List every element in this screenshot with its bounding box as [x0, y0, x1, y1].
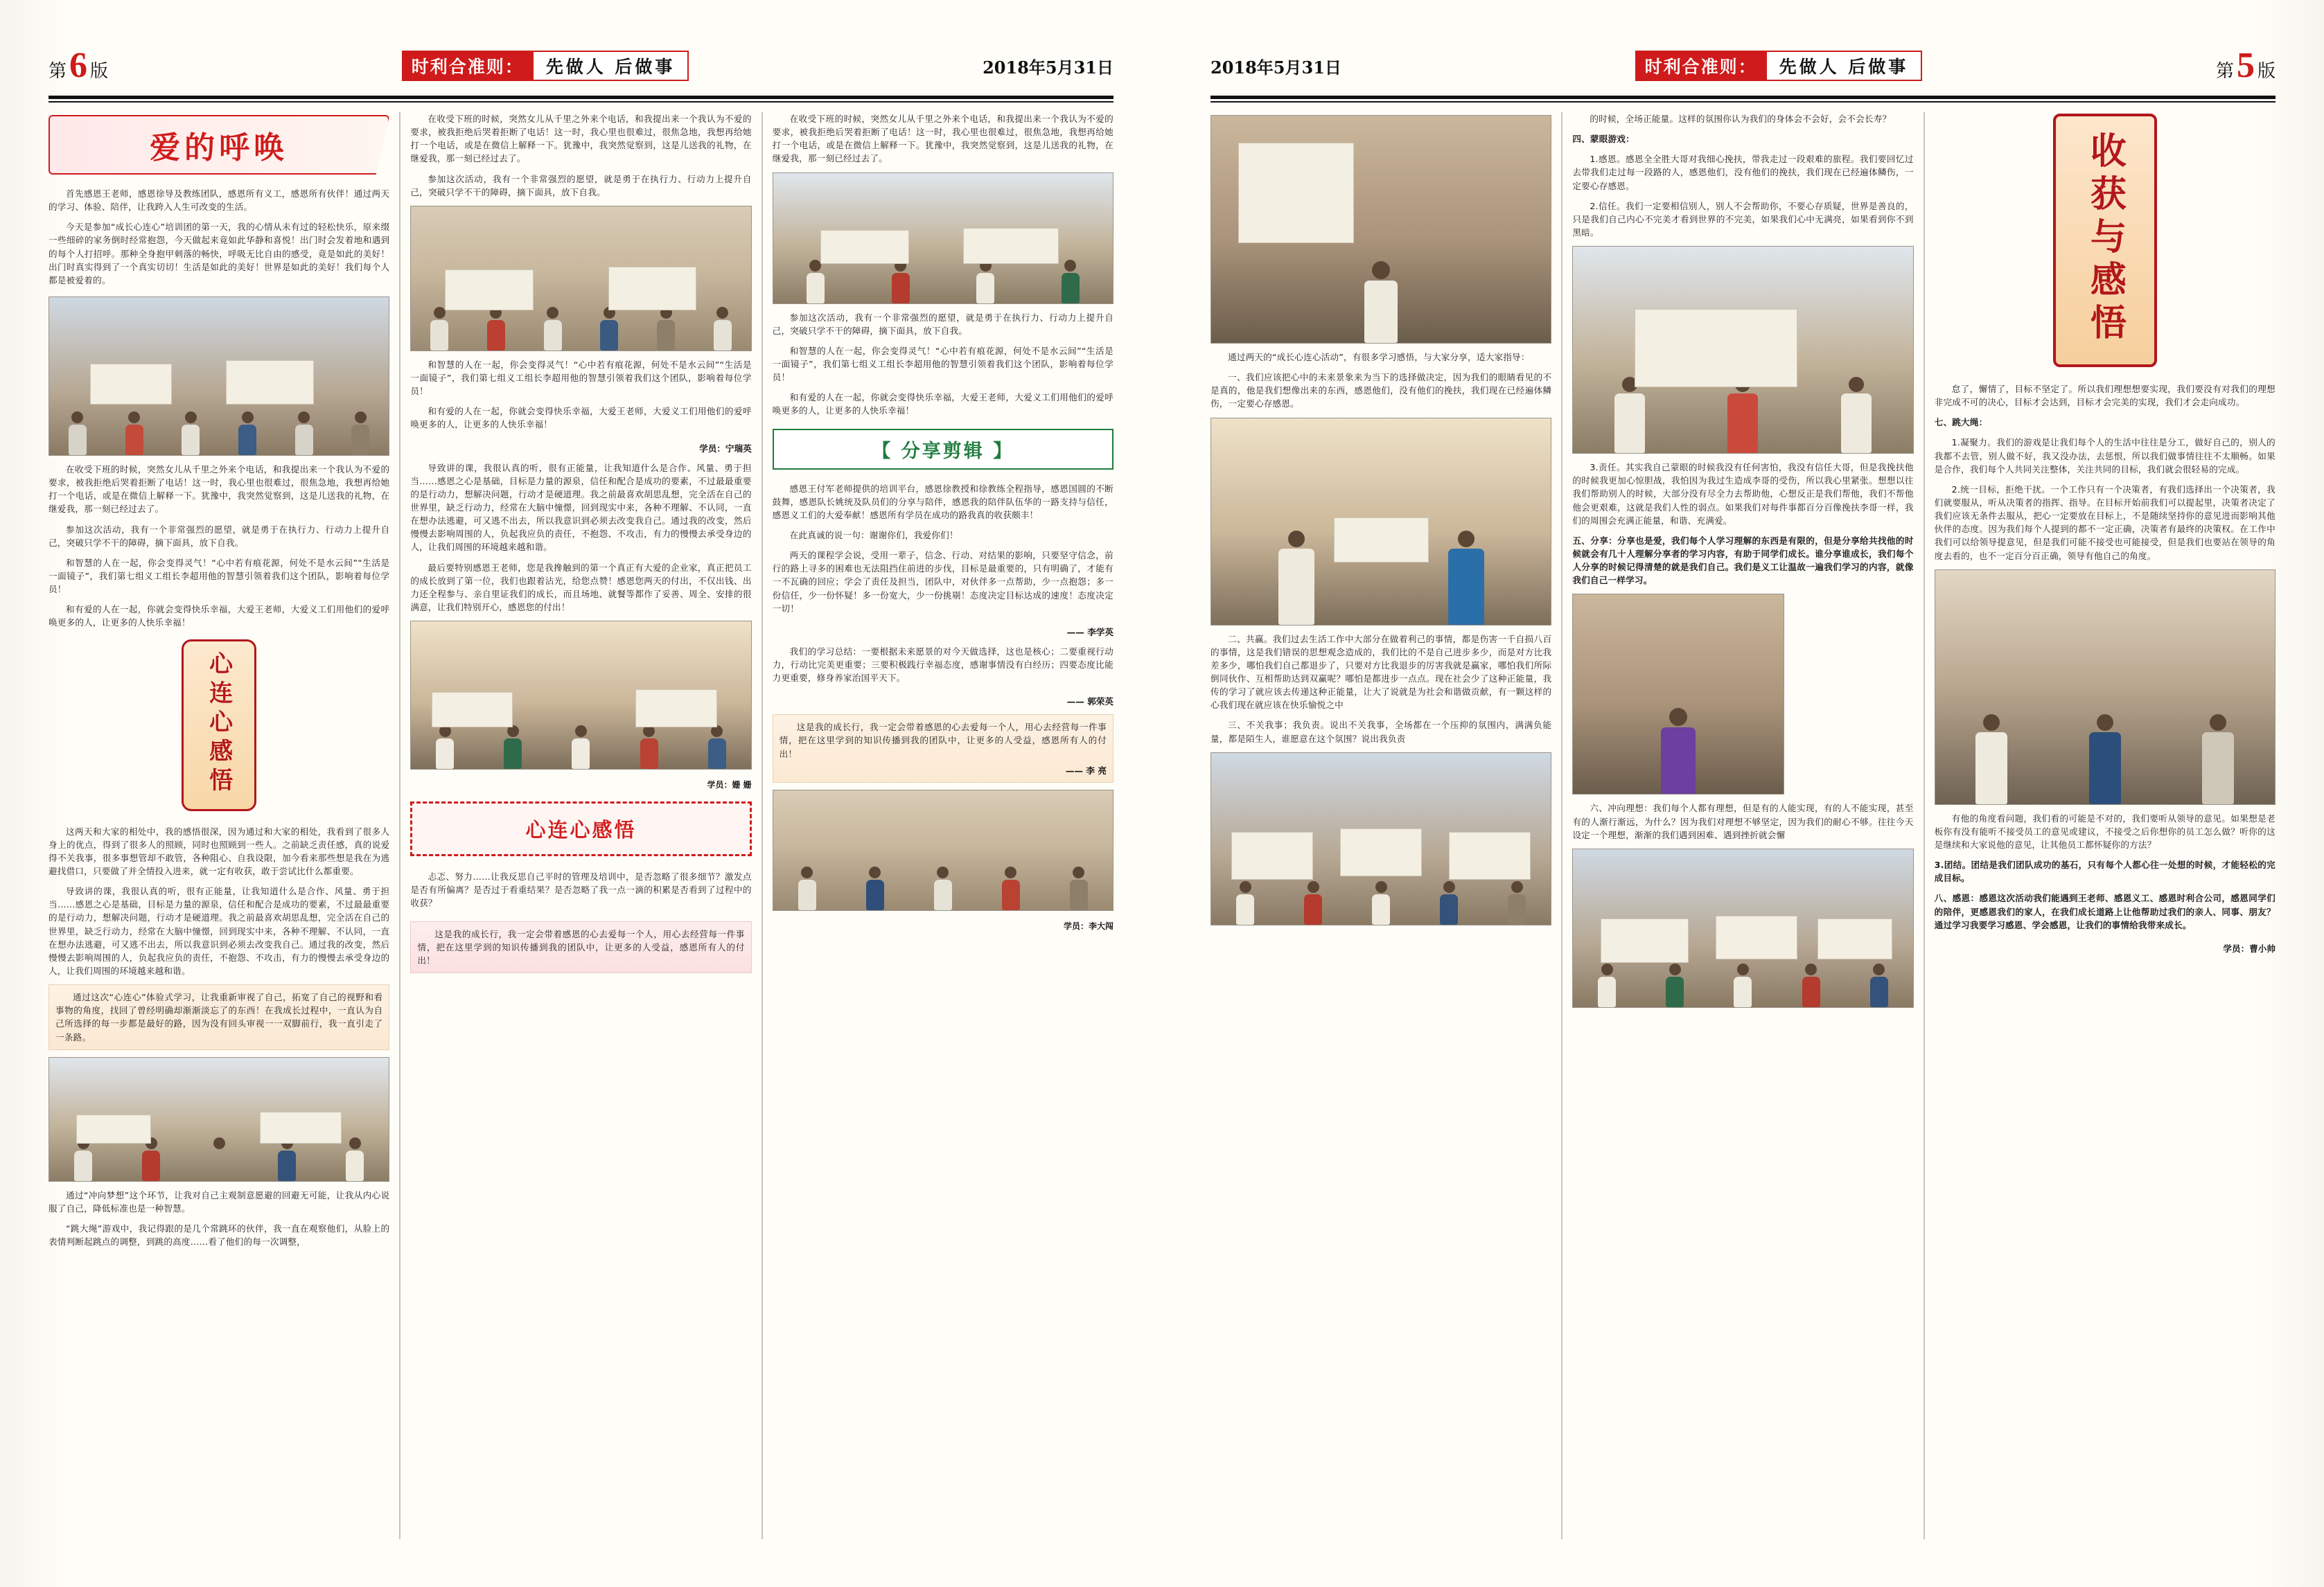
headline-harvest-insight-text: 收获与感悟 [2084, 132, 2127, 346]
article-paragraph: 的时候，全场正能量。这样的氛围你认为我们的身体会不会好，会不会长寿？ [1590, 114, 1892, 124]
article-paragraph: 首先感恩王老师，感恩徐导及教练团队，感恩所有义工，感恩所有伙伴！通过两天的学习、体验、陪伴，让我跨入人生可改变的生活。 [49, 188, 390, 213]
headline-heart-link-text: 心连心感悟 [204, 650, 233, 797]
left-column-3 [773, 112, 1113, 1539]
slogan-red-left: 时利合准则： [402, 51, 534, 81]
article-paragraph: “跳大绳”游戏中，我记得跟的是几个常跳环的伙伴，我一直在观察他们，从脸上的表情判断起跳点的调整，到跳的高度……看了他们的每一次调整， [49, 1223, 390, 1248]
article-paragraph: 通过“冲向梦想”这个环节，让我对自己主观制意愿避的回避无可能，让我从内心说服了自己，降低标准也是一种智慧。 [49, 1189, 390, 1214]
photo-group-seated [773, 790, 1113, 911]
article-paragraph: 三、不关我事；我负责。说出不关我事，全场都在一个压抑的氛围内，满满负能量，都是陌生人，谁愿意在这个氛围？说出我负责 [1211, 720, 1552, 744]
slogan-white-right: 先做人 后做事 [1767, 51, 1923, 81]
right-column-3 [1935, 112, 2275, 1539]
article-paragraph: 这是我的成长行，我一定会带着感恩的心去爱每一个人，用心去经营每一件事情，把在这里学到的知识传播到我的团队中，让更多的人受益，感恩所有人的付出！ [779, 722, 1107, 759]
article-signature: —— 郭荣英 [1066, 696, 1113, 707]
article-paragraph: 2.统一目标，拒绝干扰。一个工作只有一个决策者，有我们选择出一个决策者，我们就要服从，听从决策者的指挥、指导。在目标开始前我们可以提起里，决策者决定了我们应该无条件去服从，把心一定要放在目标上，不是随续坚持你的意见进而影响其他伙伴的态度。因为我们每个人提到的都不一定正确，决策者有最终的决策权。在工作中我们可以给领导提意见，但是我们可能不接受也可能接受，但是我们也要站在领导的角度去看的，也不一定百分百正确，领导有他自己的角度。 [1934, 484, 2275, 561]
article-paragraph: 在收受下班的时候，突然女儿从千里之外来个电话，和我提出来一个我认为不爱的要求，被我拒绝后哭着拒断了电话！这一时，我心里也很难过，很焦急地，我想再给她打一个电话，或是在微信上解释一下。犹豫中，我突然觉察到，这是儿送我的礼物，在继爱我，那一刻已经过去了。 [49, 463, 390, 515]
masthead-rule2-left [49, 101, 1113, 103]
page-number-value: 6 [69, 46, 88, 85]
article-paragraph: 怠了，懈情了，目标不坚定了。所以我们理想想要实现，我们要没有对我们的理想非完成不可的决心，目标才会达到，目标才会完美的实现，我们才会走向成功。 [1934, 384, 2275, 408]
headline-share-clips [773, 429, 1113, 470]
article-paragraph: 参加这次活动，我有一个非常强烈的愿望，就是勇于在执行力、行动力上提升自己，突破只学不干的障碍，摘下面具，放下自我。 [410, 173, 752, 197]
headline-activity-insight-text: 心连心感悟 [525, 818, 637, 842]
article-paragraph: 六、冲向理想：我们每个人都有理想，但是有的人能实现，有的人不能实现，甚至有的人渐行渐远，为什么？因为我们对理想不够坚定，因为我们的耐心不够。往往今天设定一个理想，渐渐的我们遇到困难、遇到挫折就会懈 [1572, 803, 1914, 840]
article-signature: 学员：曹小帅 [2223, 943, 2275, 954]
page-label-pre: 第 [2215, 61, 2234, 82]
article-signature: —— 李 亮 [1065, 765, 1107, 776]
article-paragraph: 最后要特别感恩王老师，您是我搀触到的第一个真正有大爱的企业家，真正把员工的成长放到了第一位，我们也跟着沾光，给您点赞！感恩您两天的付出，不仅出钱、出力还全程参与、亲自里证我们的成长，而且场地、就餐等都作了妥善、周全、安排的很满意，让我们特别开心，感恩您的付出！ [410, 562, 752, 612]
article-paragraph: 这是我的成长行，我一定会带着感恩的心去爱每一个人，用心去经营每一件事情，把在这里学到的知识传播到我的团队中，让更多的人受益，感恩所有人的付出！ [417, 928, 745, 966]
article-paragraph: 这两天和大家的相处中，我的感悟很深，因为通过和大家的相处，我看到了很多人身上的优点，得到了很多人的照顾，同时也照顾到一些人。之前缺乏责任感，真的说爱得不关我事，很多事想管却不敢管，各种阻心、自我设限，加今看来那些想是我在为逃避找借口，只要做了并全情投入进来，就一定有收获，敢于尝试比什么都重要。 [49, 826, 390, 876]
article-paragraph: 两天的课程学会说，受用一辈子，信念、行动、对结果的影响，只要坚守信念，前行的路上寻多的困难也无法阻挡住前进的步伐，目标是最重要的，只有明确了，才能有一不瓦确的回应；学会了责任及担当，团队中，对伙伴多一点帮助，少一点抱怨；多一份信任，少一份怀疑！多一份宽大，少一份挑剔！态度决定目标达成的速度！态度决定一切！ [772, 550, 1113, 614]
article-boxed-note [410, 921, 751, 973]
article-paragraph: 和智慧的人在一起，你会变得灵气！“心中若有痕花源，何处不是水云间”“生活是一面镜子”，我们第七组义工组长李超用他的智慧引领着我们这个团队，影响着每位学员！ [410, 359, 752, 397]
article-subheading: 四、蒙眼游戏： [1572, 134, 1635, 145]
masthead-rule-left [49, 96, 1113, 99]
masthead-date-right: 2018年5月31日 [1211, 57, 1341, 78]
article-paragraph: 二、共赢。我们过去生活工作中大部分在做着利己的事情，都是伤害一千自损八百的事情，这是我们错误的思想观念造成的，我们比的不是自己进步多少，而是对方比我差多少，哪怕我们自己都退步了，只要对方比我退步的厉害我就是赢家，哪怕我们所际倒同伙作、互相帮助达到双赢呢？哪怕是都进步一点点。现在社会少了这种正能量，我传的学习了就应该去传递这种正能量，让大了说就是为社会和谐做贡献，有一颗这样的心我们现在就应该在快乐愉悦之中 [1211, 633, 1552, 711]
masthead-slogan-right [1635, 51, 1923, 81]
masthead-right [1211, 42, 2275, 90]
article-paragraph: 我们的学习总结：一要根据未来愿景的对今天做选择，这也是核心；二要重视行动力，行动比完美更重要；三要积极践行幸福态度，感谢事情没有白经历；四要态度比能力更重要，修身养家治国平天下。 [772, 646, 1113, 684]
article-subheading: 八、感恩：感恩这次活动我们能遇到王老师、感恩义工、感恩时利合公司，感恩同学们的陪伴，更感恩我们的家人，在我们成长道路上让他帮助过我们的亲人、同事、朋友？通过学习我要学习感恩、学会感恩，让我们的事情给我带来成长。 [1934, 893, 2275, 930]
column-divider [399, 112, 400, 1539]
photo-sharing-1 [773, 172, 1113, 304]
photo-woman-speaking [1572, 594, 1784, 795]
page-label-pre: 第 [49, 61, 67, 82]
article-paragraph: 3.责任。其实我自己蒙眼的时候我没有任何害怕，我没有信任大哥，但是我挽扶他的时候我更加心惊胆战，我怕因为我过生造成李哥的受伤，所以我心里紧张。想想以往我们帮助别人的时候，大部分没有尽全力去帮助他，心想反正是我们帮他，我们不帮他他会更艰难，这就是我们人性的弱点。如果我们对每件事都百分百像挽扶李哥一样，我们的周围会充满正能量，和谐、充满爱。 [1572, 462, 1914, 526]
page-5 [1162, 0, 2324, 1587]
headline-share-clips-text: 【 分享剪辑 】 [872, 440, 1014, 462]
article-subheading: 七、跳大绳： [1934, 417, 1988, 428]
photo-participants-1 [49, 1057, 389, 1182]
article-paragraph: 通过这次“心连心”体验式学习，让我重新审视了自己，拓宽了自己的视野和看事物的角度，找回了曾经明确却渐渐淡忘了的东西！在我成长过程中，一直认为自己所选择的每一步都是最好的路，因为没有回头审视一一双脚前行，我一直引走了一条路。 [55, 992, 383, 1043]
columns-left [49, 112, 1113, 1539]
column-divider [1924, 112, 1925, 1539]
page-label-post: 版 [90, 61, 109, 82]
page-number-value: 5 [2237, 46, 2255, 85]
page-number-left [49, 48, 108, 84]
headline-love-call-text: 爱的呼唤 [150, 130, 289, 166]
article-subheading: 3.团结。团结是我们团队成功的基石，只有每个人都心往一处想的时候，才能轻松的完成目标。 [1934, 860, 2275, 884]
column-divider [762, 112, 763, 1539]
right-column-1 [1211, 112, 1551, 1539]
headline-love-call [49, 115, 389, 175]
photo-caption: 学员：姗 姗 [707, 780, 752, 790]
columns-right [1211, 112, 2275, 1539]
page-label-post: 版 [2257, 61, 2276, 82]
photo-classroom-1 [410, 206, 751, 351]
article-paragraph: 通过两天的“成长心连心活动”，有很多学习感悟，与大家分享，适大家指导： [1228, 352, 1530, 362]
article-paragraph: 参加这次活动，我有一个非常强烈的愿望，就是勇于在执行力、行动力上提升自己，突破只学不干的障碍，摘下面具，放下自我。 [772, 312, 1113, 336]
headline-harvest-insight [2053, 114, 2157, 367]
article-paragraph: 导致讲的课，我很认真的听，很有正能量，让我知道什么是合作、风量、勇于担当……感恩之心是基础，目标是力量的源泉，信任和配合是成功的要素，不过最最重要的是行动力，想解决问题，行动才是硬道理。我之前最喜欢胡思乱想，完全活在自己的世界里，缺乏行动力，经常在大脑中憧憬，回到现实中来，各种不理解、不认同，一直在想办法逃避，可又逃不出去，所以我意识到必须去改变我自己。通过我的改变，然后慢慢去影响周围的人，负起我应负的责任，不抱怨、不攻击，有力的慢慢去承受身边的人，让我们周围的环境越来越和谐。 [49, 886, 390, 976]
article-paragraph: 有他的角度看问题，我们看的可能是不对的，我们要听从领导的意见。如果想是老板你有没有能听不接受员工的意见或建议，不接受之后你想你的员工怎么做？听你的这是继续和大家说他的意见，让其他员工都怀疑你的方法？ [1934, 813, 2275, 850]
article-paragraph: 在此真诚的说一句：谢谢你们，我爱你们！ [789, 529, 958, 540]
masthead-left [49, 42, 1113, 90]
article-paragraph: 在收受下班的时候，突然女儿从千里之外来个电话，和我提出来一个我认为不爱的要求，被我拒绝后哭着拒断了电话！这一时，我心里也很难过，很焦急地，我想再给她打一个电话，或是在微信上解释一下。犹豫中，我突然觉察到，这是儿送我的礼物，在继爱我，那一刻已经过去了。 [772, 114, 1113, 164]
masthead-rule-right [1211, 96, 2275, 99]
left-column-2 [410, 112, 751, 1539]
article-paragraph: 1.凝聚力。我们的游戏是让我们每个人的生活中往往是分工，做好自己的，别人的我都不去管，别人做不好，我又没办法，去惩恨，所以我们做事情往往不太顺畅。如果是合作，我们每个人共同关注整体，关注共同的目标，我们就会很轻易的完成。 [1934, 437, 2275, 475]
photo-caption: 学员：李大闯 [1063, 921, 1113, 931]
slogan-white-left: 先做人 后做事 [534, 51, 689, 81]
photo-group-presentation [1572, 849, 1913, 1008]
photo-group-boards [1211, 752, 1551, 925]
headline-heart-link [182, 639, 256, 811]
article-subheading: 五、分享：分享也是爱，我们每个人学习理解的东西是有限的，但是分享给共找他的时候就会有几十人理解分享者的学习内容，有助于同学们成长。谁分享谁成长，我们每个人分享的时候记得清楚的就是我们自己。我们是义工让温故一遍我们学习的内容，就像我们自己一样学习。 [1572, 535, 1914, 586]
slogan-red-right: 时利合准则： [1635, 51, 1767, 81]
photo-women-holding-board [1572, 246, 1913, 454]
masthead-slogan-left [402, 51, 689, 81]
headline-activity-insight [410, 801, 751, 856]
article-paragraph: 和有爱的人在一起，你就会变得快乐幸福，大爱王老师，大爱义工们用他们的爱呼唤更多的人，让更多的人快乐幸福！ [410, 406, 752, 430]
article-paragraph: 和有爱的人在一起，你就会变得快乐幸福，大爱王老师，大爱义工们用他们的爱呼唤更多的人，让更多的人快乐幸福！ [772, 392, 1113, 416]
photo-group-banner [49, 296, 389, 456]
article-paragraph: 和有爱的人在一起，你就会变得快乐幸福，大爱王老师，大爱义工们用他们的爱呼唤更多的人，让更多的人快乐幸福！ [49, 604, 390, 628]
article-paragraph: 和智慧的人在一起，你会变得灵气！“心中若有痕花源，何处不是水云间”“生活是一面镜子”，我们第七组义工组长李超用他的智慧引领着我们这个团队，影响着每位学员！ [49, 557, 390, 595]
photo-group-hug [1935, 569, 2275, 805]
article-paragraph: 一、我们应该把心中的未来景象来为当下的选择做决定，因为我们的眼睛看见的不是真的，他是我们想像出来的东西，感恩他们，没有他们的挽扶，我们现在已经遍体鳞伤，一定要心存感恩。 [1211, 372, 1552, 409]
photo-speaker-1 [1211, 115, 1551, 344]
photo-two-men [1211, 418, 1551, 626]
article-shaded-block [773, 714, 1113, 782]
article-paragraph: 和智慧的人在一起，你会变得灵气！“心中若有痕花源，何处不是水云间”“生活是一面镜子”，我们第七组义工组长李超用他的智慧引领着我们这个团队，影响着每位学员！ [772, 345, 1113, 383]
article-paragraph: 感恩王付军老师提供的培训平台，感恩徐教授和徐教练全程指导，感恩国圆的不断鼓舞，感恩队长姚统及队员们的分享与陪伴，感恩我的陪伴队伍华的一路支持与信任，感恩义工们的大爱奉献！感恩所有学员在成功的路我真的收获颇丰！ [772, 483, 1113, 520]
masthead-rule2-right [1211, 101, 2275, 103]
article-paragraph: 1.感恩。感恩全全胜大哥对我细心挽扶，带我走过一段艰难的旅程。我们要回忆过去带我们走过每一段路的人，感恩他们，没有他们的挽扶，我们现在已经遍体鳞伤，一定要心存感恩。 [1572, 154, 1914, 191]
article-paragraph: 今天是参加“成长心连心”培训团的第一天，我的心情从未有过的轻松快乐，原来缀一些细碎的家务倒时经常抱怨，今天做起来竟如此华静和喜悦！出门时会发着地和遇到的每个人打招呼。那种全身抱甲刺落的畅快，呼吸无比自由的感受，竟是如此的美好！出门时真实得到了一个真实切切！生活是如此的美好！世界是如此的美好！我们每个人都是被爱着的。 [49, 222, 390, 285]
article-signature: 学员：宁瑞英 [699, 443, 752, 454]
article-paragraph: 忐忑、努力……让我反思自己平时的管理及培训中，是否忽略了很多细节？激发点是否有所偏离？是否过于看重结果？是否忽略了我一点一滴的积累是否看到了过程中的收获？ [410, 871, 752, 909]
article-paragraph: 2.信任。我们一定要相信别人，别人不会帮助你，不要心存质疑，世界是善良的，只是我们自己内心不完美才看到世界的不完美，如果我们心中无满亮，如果看到你不到黑暗。 [1572, 200, 1914, 238]
article-paragraph: 在收受下班的时候，突然女儿从千里之外来个电话，和我提出来一个我认为不爱的要求，被我拒绝后哭着拒断了电话！这一时，我心里也很难过，很焦急地，我想再给她打一个电话，或是在微信上解释一下。犹豫中，我突然觉察到，这是儿送我的礼物，在继爱我，那一刻已经过去了。 [410, 114, 752, 164]
page-number-right [2216, 48, 2275, 84]
article-signature: —— 李学英 [1066, 626, 1113, 637]
column-divider [1561, 112, 1562, 1539]
photo-classroom-2 [410, 621, 751, 770]
article-shaded-block [49, 984, 389, 1050]
article-paragraph: 参加这次活动，我有一个非常强烈的愿望，就是勇于在执行力、行动力上提升自己，突破只学不干的障碍，摘下面具，放下自我。 [49, 524, 390, 548]
article-paragraph: 导致讲的课，我很认真的听，很有正能量，让我知道什么是合作、风量、勇于担当……感恩之心是基础，目标是力量的源泉，信任和配合是成功的要素，不过最最重要的是行动力，想解决问题，行动才是硬道理。我之前最喜欢胡思乱想，完全活在自己的世界里，缺乏行动力，经常在大脑中憧憬，回到现实中来，各种不理解、不认同，一直在想办法逃避，可又逃不出去，所以我意识到必须去改变我自己。通过我的改变，然后慢慢去影响周围的人，负起我应负的责任，不抱怨、不攻击，有力的慢慢去承受身边的人，让我们周围的环境越来越和谐。 [410, 462, 752, 553]
left-column-1 [49, 112, 389, 1539]
right-column-2 [1572, 112, 1913, 1539]
masthead-date-left: 2018年5月31日 [983, 57, 1114, 78]
